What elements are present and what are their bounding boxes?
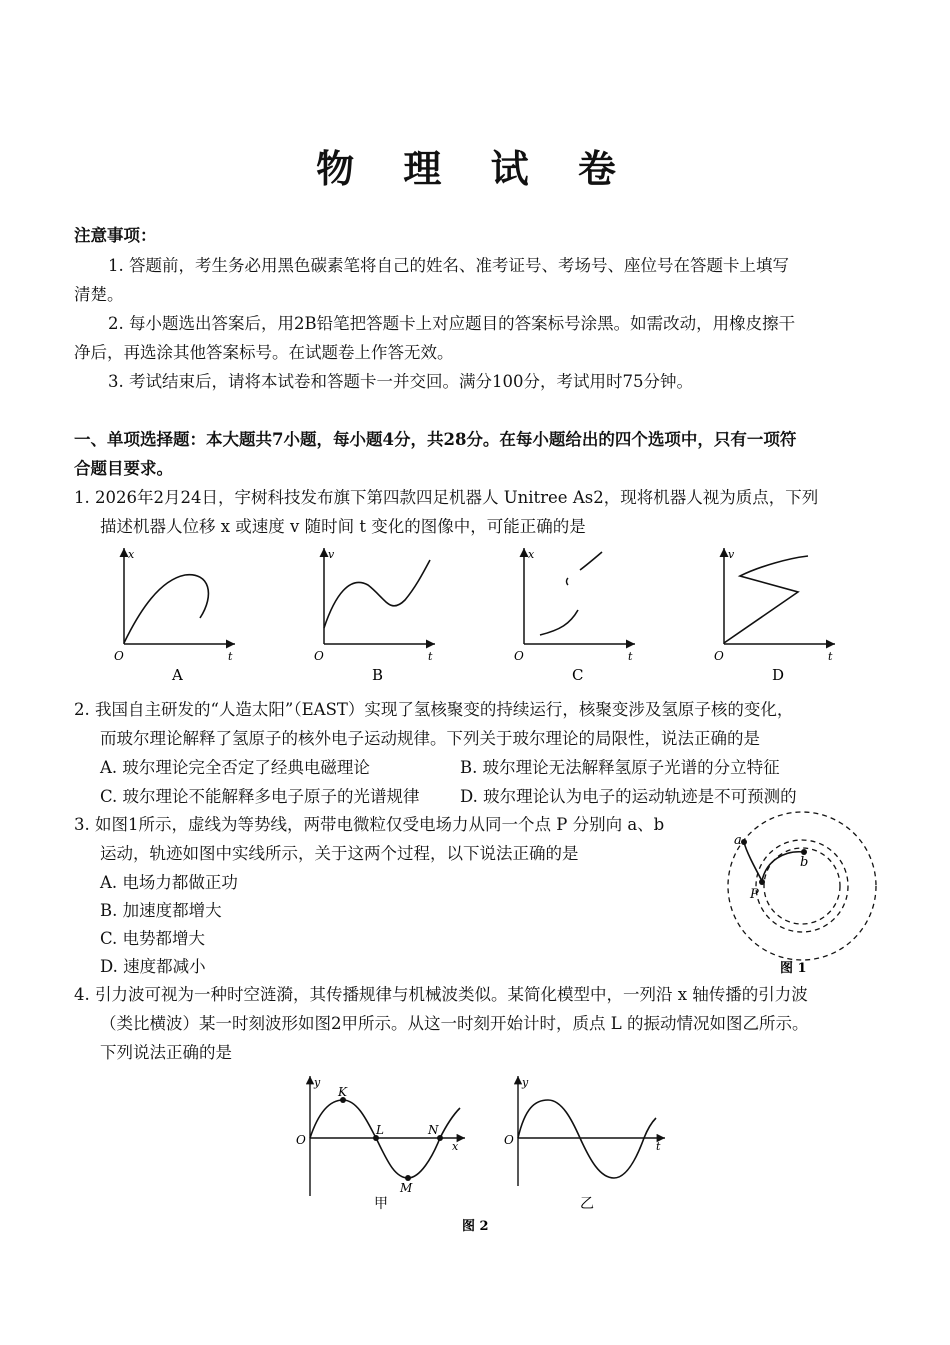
q4-line-1: 4. 引力波可视为一种时空涟漪，其传播规律与机械波类似。某简化模型中，一列沿 x 轴传播的引力波: [74, 985, 808, 1004]
q1-d-origin: O: [714, 649, 724, 663]
q1-b-origin: O: [314, 649, 324, 663]
q1-d-yaxis-label: v: [728, 548, 735, 561]
q4-yi-origin: O: [504, 1133, 514, 1147]
q1-b-yaxis-label: v: [328, 548, 335, 561]
q4-jia-caption: 甲: [374, 1196, 388, 1212]
q1-c-xaxis-label: t: [628, 650, 633, 663]
q4-point-l: L: [376, 1123, 384, 1137]
q1-line-2: 描述机器人位移 x 或速度 v 随时间 t 变化的图像中，可能正确的是: [100, 517, 586, 536]
q4-line-2: （类比横波）某一时刻波形如图2甲所示。从这一时刻开始计时，质点 L 的振动情况如图乙所示。: [100, 1014, 809, 1033]
q1-graph-c: [514, 548, 635, 684]
q4-figure-jia: [296, 1076, 465, 1212]
q3-point-p: P: [750, 887, 759, 902]
q3-option-a: A. 电场力都做正功: [100, 873, 238, 892]
q1-graph-b: [314, 548, 435, 684]
q4-jia-yaxis: y: [314, 1076, 321, 1089]
q2-line-1: 2. 我国自主研发的“人造太阳”（EAST）实现了氢核聚变的持续运行，核聚变涉及氢原子核的变化，: [74, 700, 794, 719]
notice-heading: 注意事项：: [74, 226, 157, 245]
q2-option-c: C. 玻尔理论不能解释多电子原子的光谱规律: [100, 787, 420, 806]
q3-line-1: 3. 如图1所示，虚线为等势线，两带电微粒仅受电场力从同一个点 P 分别向 a、b: [74, 815, 665, 834]
q3-point-b: b: [800, 855, 809, 870]
q4-figure-caption: 图 2: [462, 1219, 489, 1234]
q4-yi-yaxis: y: [522, 1076, 529, 1089]
q3-line-2: 运动，轨迹如图中实线所示，关于这两个过程，以下说法正确的是: [100, 844, 579, 863]
q1-graphs: [100, 540, 860, 690]
q2-line-2: 而玻尔理论解释了氢原子的核外电子运动规律。下列关于玻尔理论的局限性，说法正确的是: [100, 729, 760, 748]
notice-line-2: 清楚。: [74, 285, 124, 304]
notice-line-4: 净后，再选涂其他答案标号。在试题卷上作答无效。: [74, 343, 454, 362]
q2-option-b: B. 玻尔理论无法解释氢原子光谱的分立特征: [460, 758, 780, 777]
page-title: 物 理 试 卷: [316, 146, 634, 191]
q3-figure-1: [722, 806, 882, 976]
q1-b-label: B: [372, 666, 384, 684]
q1-d-xaxis-label: t: [828, 650, 833, 663]
q3-point-a: a: [734, 833, 742, 848]
q3-option-d: D. 速度都减小: [100, 957, 206, 976]
q1-a-yaxis-label: x: [128, 548, 135, 561]
q2-option-a: A. 玻尔理论完全否定了经典电磁理论: [100, 758, 370, 777]
q1-b-xaxis-label: t: [428, 650, 433, 663]
q1-c-yaxis-label: x: [528, 548, 535, 561]
q4-yi-xaxis: t: [656, 1140, 661, 1153]
notice-line-1: 1. 答题前，考生务必用黑色碳素笔将自己的姓名、准考证号、考场号、座位号在答题卡上填写: [108, 256, 789, 275]
q3-option-c: C. 电势都增大: [100, 929, 206, 948]
q4-point-m: M: [400, 1181, 413, 1195]
q4-line-3: 下列说法正确的是: [100, 1043, 232, 1062]
q1-graph-d: [714, 548, 835, 684]
q1-c-origin: O: [514, 649, 524, 663]
q4-point-k: K: [338, 1085, 347, 1099]
q4-figure-yi: [504, 1076, 665, 1212]
q1-line-1: 1. 2026年2月24日，宇树科技发布旗下第四款四足机器人 Unitree As2，现将机器人视为质点，下列: [74, 488, 819, 507]
q4-jia-origin: O: [296, 1133, 306, 1147]
q4-point-n: N: [428, 1123, 439, 1137]
section-heading-line-2: 合题目要求。: [74, 459, 173, 478]
q3-figure-caption: 图 1: [780, 961, 807, 976]
q1-c-label: C: [572, 666, 584, 684]
q2-option-d: D. 玻尔理论认为电子的运动轨迹是不可预测的: [460, 787, 797, 806]
notice-line-3: 2. 每小题选出答案后，用2B铅笔把答题卡上对应题目的答案标号涂黑。如需改动，用橡皮擦干: [108, 314, 796, 333]
section-heading-line-1: 一、单项选择题：本大题共7小题，每小题4分，共28分。在每小题给出的四个选项中，只有一项符: [74, 430, 797, 449]
q3-option-b: B. 加速度都增大: [100, 901, 222, 920]
q1-a-label: A: [172, 666, 183, 684]
q4-figure-2: [290, 1068, 680, 1238]
q1-d-label: D: [772, 666, 785, 684]
q4-jia-xaxis: x: [452, 1140, 459, 1153]
q1-a-origin: O: [114, 649, 124, 663]
notice-line-5: 3. 考试结束后，请将本试卷和答题卡一并交回。满分100分，考试用时75分钟。: [108, 372, 693, 391]
q4-yi-caption: 乙: [580, 1196, 594, 1212]
q1-a-xaxis-label: t: [228, 650, 233, 663]
q1-graph-a: [114, 548, 235, 684]
